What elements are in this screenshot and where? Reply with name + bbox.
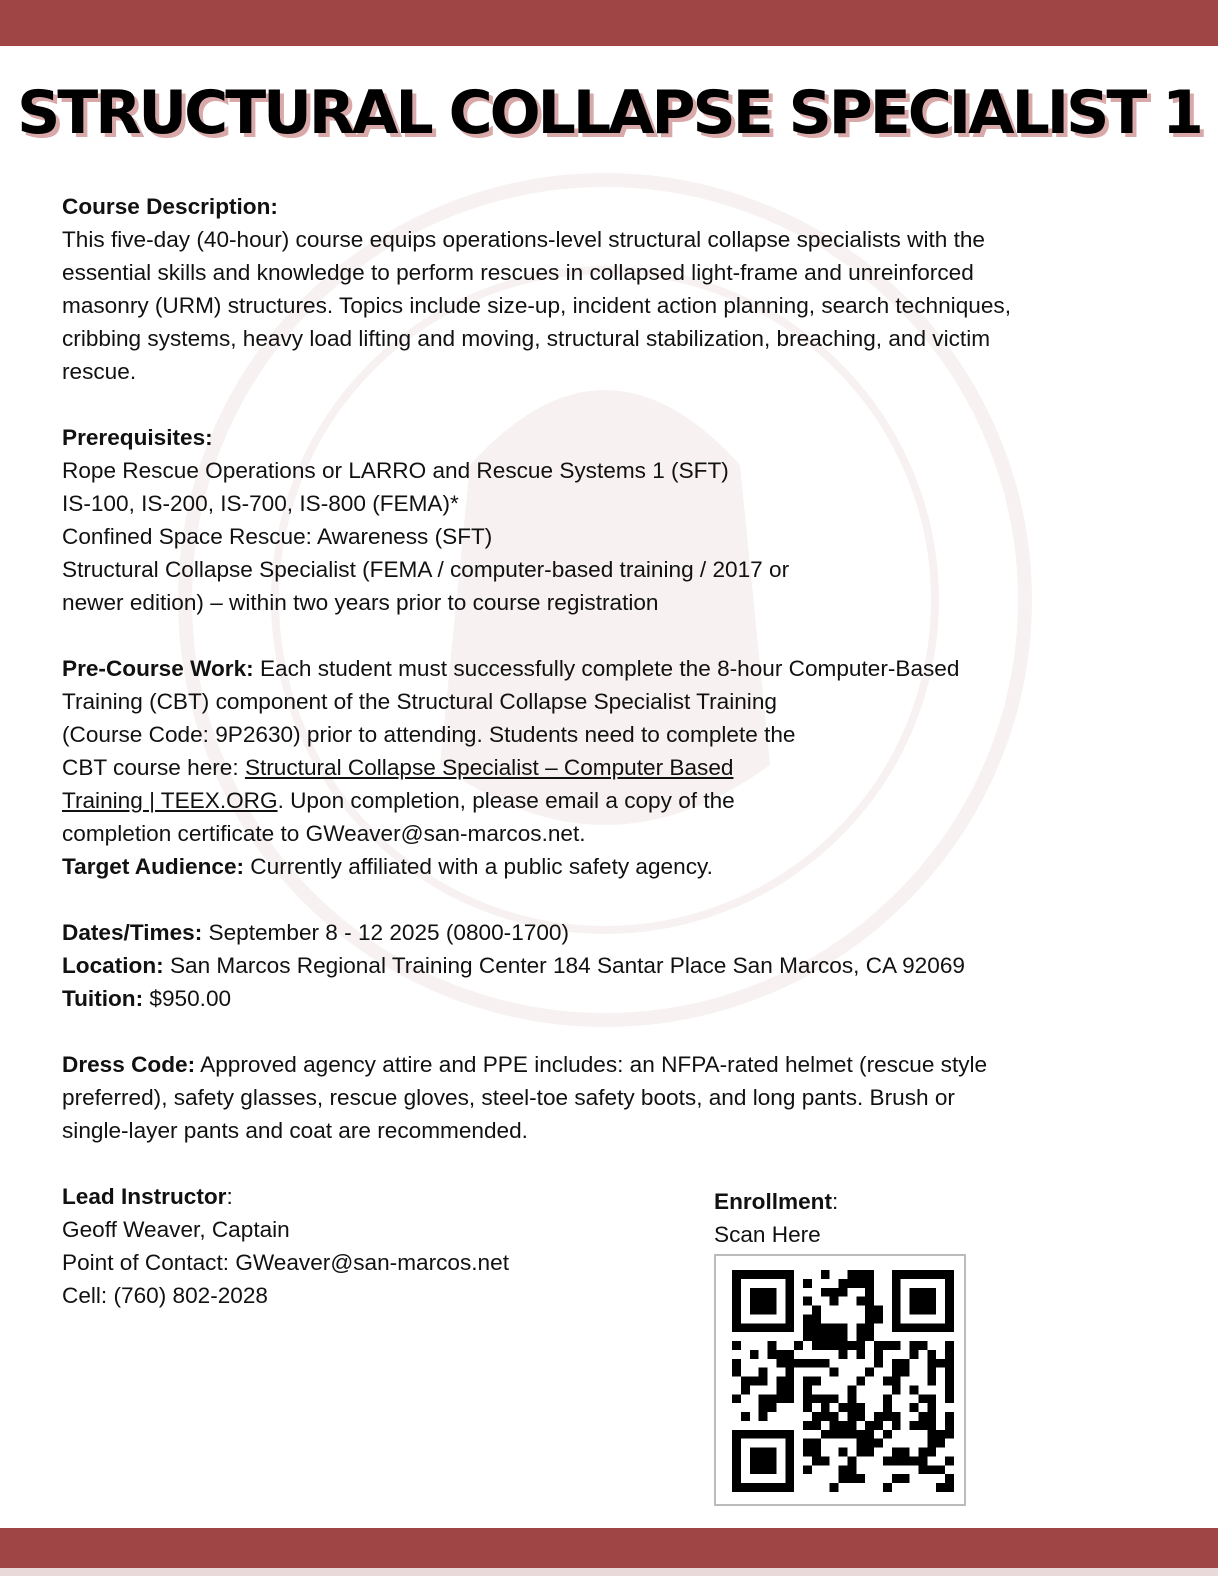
dates-value: September 8 - 12 2025 (0800-1700) <box>202 920 569 945</box>
footer-band <box>0 1528 1218 1568</box>
header-band <box>0 0 1218 46</box>
description-line: essential skills and knowledge to perform rescues in collapsed light-frame and unreinforced <box>62 260 974 285</box>
enrollment-qr-code[interactable] <box>714 1254 966 1506</box>
cbt-course-link[interactable]: Training | TEEX.ORG <box>62 788 278 813</box>
target-audience-value: Currently affiliated with a public safety agency. <box>244 854 713 879</box>
pre-course-text: CBT course here: <box>62 755 245 780</box>
dates-label: Dates/Times: <box>62 920 203 945</box>
pre-course-text: completion certificate to GWeaver@san-marcos.net. <box>62 821 586 846</box>
tuition-value: $950.00 <box>143 986 232 1011</box>
enrollment-subtitle: Scan Here <box>714 1222 821 1247</box>
footer-strip <box>0 1568 1218 1576</box>
prerequisite-item: Structural Collapse Specialist (FEMA / computer-based training / 2017 or <box>62 557 790 582</box>
instructor-name: Geoff Weaver, Captain <box>62 1217 290 1242</box>
description-label: Course Description: <box>62 194 278 219</box>
page-title: STRUCTURAL COLLAPSE SPECIALIST 1 <box>17 78 1201 148</box>
prerequisite-item: Confined Space Rescue: Awareness (SFT) <box>62 524 493 549</box>
target-audience-label: Target Audience: <box>62 854 245 879</box>
cbt-course-link[interactable]: Structural Collapse Specialist – Computer Based <box>244 755 734 780</box>
description-line: cribbing systems, heavy load lifting and moving, structural stabilization, breaching, and victim <box>62 326 991 351</box>
prerequisite-item: Rope Rescue Operations or LARRO and Rescue Systems 1 (SFT) <box>62 458 729 483</box>
dress-code-label: Dress Code: <box>62 1052 196 1077</box>
enrollment-label: Enrollment <box>714 1189 832 1214</box>
instructor-cell: Cell: (760) 802-2028 <box>62 1283 268 1308</box>
qr-code-icon <box>732 1270 954 1492</box>
location-value: San Marcos Regional Training Center 184 Santar Place San Marcos, CA 92069 <box>163 953 965 978</box>
pre-course-text: Training (CBT) component of the Structural Collapse Specialist Training <box>62 689 777 714</box>
description-line: rescue. <box>62 359 137 384</box>
prerequisite-item: newer edition) – within two years prior to course registration <box>62 590 659 615</box>
description-line: masonry (URM) structures. Topics include size-up, incident action planning, search techniques, <box>62 293 1011 318</box>
dress-code-text: single-layer pants and coat are recommended. <box>62 1118 528 1143</box>
course-details <box>62 190 1011 1312</box>
dress-code-text: Approved agency attire and PPE includes: an NFPA-rated helmet (rescue style <box>195 1052 988 1077</box>
location-label: Location: <box>62 953 164 978</box>
tuition-label: Tuition: <box>62 986 144 1011</box>
pre-course-text: . Upon completion, please email a copy of the <box>277 788 735 813</box>
enrollment-colon: : <box>832 1189 839 1214</box>
prerequisite-item: IS-100, IS-200, IS-700, IS-800 (FEMA)* <box>62 491 459 516</box>
pre-course-text: Each student must successfully complete the 8-hour Computer-Based <box>253 656 960 681</box>
description-line: This five-day (40-hour) course equips operations-level structural collapse specialists with the <box>62 227 986 252</box>
instructor-colon: : <box>226 1184 233 1209</box>
enrollment-section <box>714 1185 838 1251</box>
instructor-label: Lead Instructor <box>62 1184 227 1209</box>
pre-course-text: (Course Code: 9P2630) prior to attending. Students need to complete the <box>62 722 796 747</box>
instructor-contact: Point of Contact: GWeaver@san-marcos.net <box>62 1250 509 1275</box>
pre-course-label: Pre-Course Work: <box>62 656 254 681</box>
prerequisites-label: Prerequisites: <box>62 425 213 450</box>
dress-code-text: preferred), safety glasses, rescue gloves, steel-toe safety boots, and long pants. Brush or <box>62 1085 955 1110</box>
